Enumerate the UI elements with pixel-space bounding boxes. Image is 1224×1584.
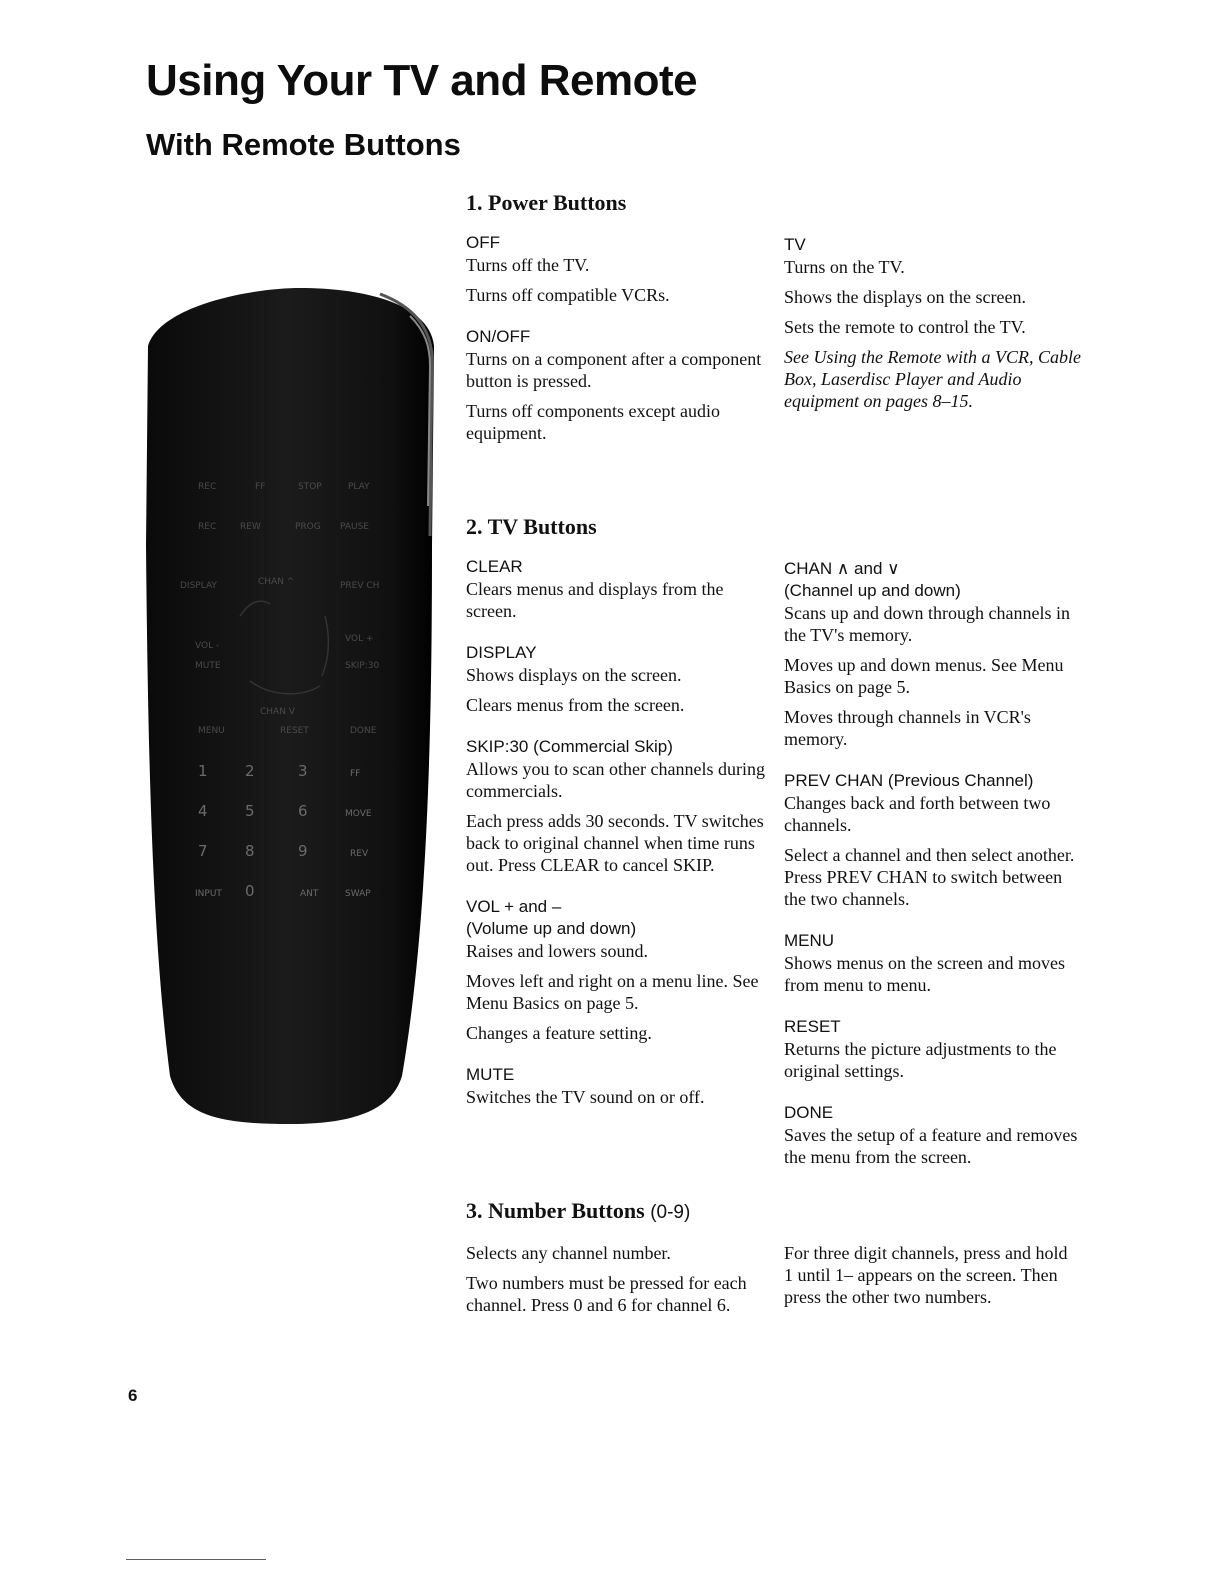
label-vol-1: VOL + and – [466, 897, 562, 916]
text-menu-1: Shows menus on the screen and moves from menu to menu. [784, 953, 1065, 995]
remote-key-4: 4 [198, 802, 208, 820]
remote-key-6: 6 [298, 802, 308, 820]
label-skip: SKIP:30 (Commercial Skip) [466, 737, 673, 756]
label-reset: RESET [784, 1017, 841, 1036]
remote-label-menu: MENU [198, 726, 225, 736]
remote-key-5: 5 [245, 802, 255, 820]
remote-label-stop: STOP [298, 482, 322, 492]
footer-divider [126, 1559, 266, 1560]
text-skip-1: Allows you to scan other channels during commercials. [466, 759, 765, 801]
remote-label-mute: MUTE [195, 661, 221, 671]
tv-right-column [784, 558, 1084, 1176]
text-prev-2: Select a channel and then select another. Press PREV CHAN to switch between the two channels. [784, 845, 1075, 909]
label-prev-chan: PREV CHAN (Previous Channel) [784, 771, 1034, 790]
remote-label-display: DISPLAY [180, 581, 217, 591]
text-chan-2: Moves up and down menus. See Menu Basics on page 5. [784, 655, 1064, 697]
page-subtitle: With Remote Buttons [146, 127, 461, 162]
text-display-1: Shows displays on the screen. [466, 665, 682, 685]
text-onoff-2: Turns off components except audio equipment. [466, 401, 720, 443]
text-tv-1: Turns on the TV. [784, 257, 905, 277]
label-display: DISPLAY [466, 643, 537, 662]
text-number-2: Two numbers must be pressed for each channel. Press 0 and 6 for channel 6. [466, 1273, 747, 1315]
text-done-1: Saves the setup of a feature and removes the menu from the screen. [784, 1125, 1078, 1167]
label-menu: MENU [784, 931, 835, 950]
remote-body [146, 288, 434, 1124]
text-number-3: For three digit channels, press and hold 1 until 1– appears on the screen. Then press the other two numbers. [784, 1243, 1068, 1307]
section-heading-number [466, 1198, 690, 1224]
remote-key-8: 8 [245, 842, 255, 860]
remote-label-prog: PROG [295, 522, 321, 532]
remote-label-skip: SKIP:30 [345, 661, 380, 671]
text-display-2: Clears menus from the screen. [466, 695, 685, 715]
remote-key-0: 0 [245, 882, 255, 900]
remote-label-pause: PAUSE [340, 522, 369, 532]
label-done: DONE [784, 1103, 834, 1122]
text-tv-3: Sets the remote to control the TV. [784, 317, 1026, 337]
label-chan-1: CHAN ∧ and ∨ [784, 559, 900, 578]
label-chan-2: (Channel up and down) [784, 581, 961, 600]
remote-key-ant: ANT [300, 889, 319, 899]
remote-key-7: 7 [198, 842, 208, 860]
section-heading-number-suffix: (0-9) [650, 1202, 691, 1223]
text-skip-2: Each press adds 30 seconds. TV switches back to original channel when time runs out. Press CLEAR to cancel SKIP. [466, 811, 764, 875]
remote-label-ff: FF [255, 482, 266, 492]
label-onoff: ON/OFF [466, 327, 531, 346]
remote-label-chan-down: CHAN V [260, 707, 295, 717]
text-chan-3: Moves through channels in VCR's memory. [784, 707, 1031, 749]
remote-label-vol-minus: VOL - [195, 641, 220, 651]
tv-left-column [466, 556, 766, 1116]
text-chan-1: Scans up and down through channels in the TV's memory. [784, 603, 1070, 645]
text-off-1: Turns off the TV. [466, 255, 590, 275]
text-number-1: Selects any channel number. [466, 1243, 671, 1263]
section-heading-power: 1. Power Buttons [466, 190, 627, 215]
text-onoff-1: Turns on a component after a component button is pressed. [466, 349, 762, 391]
label-vol-2: (Volume up and down) [466, 919, 637, 938]
remote-key-2: 2 [245, 762, 255, 780]
section-heading-tv: 2. TV Buttons [466, 514, 597, 539]
remote-label-done: DONE [350, 726, 377, 736]
text-reset-1: Returns the picture adjustments to the original settings. [784, 1039, 1057, 1081]
number-right-column [784, 1242, 1079, 1316]
power-right-column [784, 234, 1084, 420]
label-tv: TV [784, 235, 806, 254]
text-tv-note: See Using the Remote with a VCR, Cable Box, Laserdisc Player and Audio equipment on pages 8–15. [784, 347, 1081, 411]
text-prev-1: Changes back and forth between two channels. [784, 793, 1051, 835]
remote-label-rec-2: REC [198, 522, 217, 532]
remote-label-vol-plus: VOL + [345, 634, 374, 644]
remote-label-rew: REW [240, 522, 261, 532]
remote-label-reset: RESET [280, 726, 309, 736]
remote-label-chan-up: CHAN ^ [258, 577, 295, 587]
text-vol-2: Moves left and right on a menu line. See Menu Basics on page 5. [466, 971, 759, 1013]
remote-key-rev: REV [350, 849, 369, 859]
remote-key-3: 3 [298, 762, 308, 780]
remote-key-swap: SWAP [345, 889, 371, 899]
number-left-column [466, 1242, 756, 1324]
page-title: Using Your TV and Remote [146, 56, 698, 105]
remote-label-rec-1: REC [198, 482, 217, 492]
text-mute-1: Switches the TV sound on or off. [466, 1087, 705, 1107]
remote-key-move: MOVE [345, 809, 372, 819]
remote-key-9: 9 [298, 842, 308, 860]
remote-label-play: PLAY [348, 482, 370, 492]
remote-key-ff: FF [350, 769, 361, 779]
text-clear-1: Clears menus and displays from the screen. [466, 579, 724, 621]
page-number: 6 [128, 1386, 138, 1405]
label-off: OFF [466, 233, 500, 252]
remote-label-prev-ch: PREV CH [340, 581, 380, 591]
text-off-2: Turns off compatible VCRs. [466, 285, 670, 305]
section-heading-number-text: 3. Number Buttons [466, 1198, 645, 1223]
text-tv-2: Shows the displays on the screen. [784, 287, 1026, 307]
remote-key-input: INPUT [195, 889, 222, 899]
power-left-column [466, 232, 766, 452]
remote-key-1: 1 [198, 762, 208, 780]
label-mute: MUTE [466, 1065, 515, 1084]
text-vol-1: Raises and lowers sound. [466, 941, 648, 961]
label-clear: CLEAR [466, 557, 523, 576]
remote-control-illustration [140, 286, 440, 1126]
text-vol-3: Changes a feature setting. [466, 1023, 652, 1043]
